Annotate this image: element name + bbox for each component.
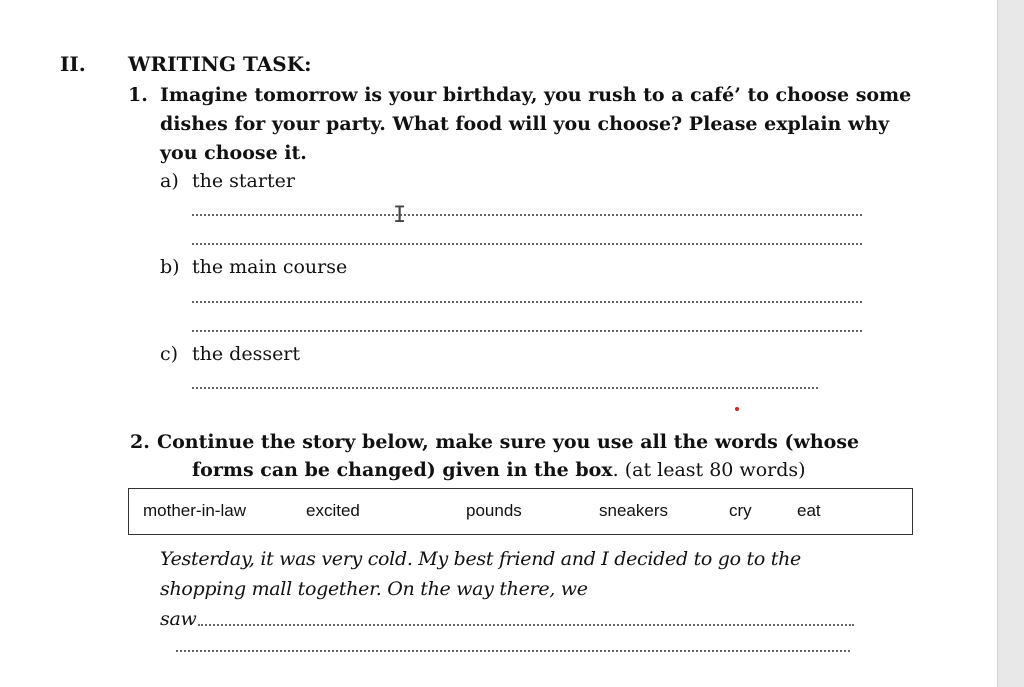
story-answer-line-2[interactable] — [176, 650, 850, 652]
task1-number: 1. — [128, 84, 148, 106]
answer-line-c1[interactable] — [192, 387, 818, 389]
word-excited: excited — [306, 501, 360, 520]
task2-prompt-line-2 — [192, 456, 806, 484]
task1-prompt-line-2: dishes for your party. What food will you choose? Please explain why — [160, 113, 890, 135]
story-line-3: saw — [160, 608, 197, 630]
item-a-label: the starter — [192, 170, 295, 192]
story-line-2: shopping mall together. On the way there, we — [160, 578, 588, 600]
answer-line-b2[interactable] — [192, 330, 862, 332]
item-c-marker: c) — [160, 343, 179, 365]
answer-line-a2[interactable] — [192, 243, 862, 245]
word-eat: eat — [797, 501, 821, 520]
section-title: WRITING TASK: — [128, 52, 312, 76]
word-mother-in-law: mother-in-law — [143, 501, 246, 520]
story-answer-line-1[interactable] — [198, 624, 854, 626]
story-text — [160, 544, 860, 634]
item-b-marker: b) — [160, 256, 180, 278]
red-dot-mark — [735, 407, 739, 411]
item-c-label: the dessert — [192, 343, 301, 365]
text-cursor-icon: I — [393, 203, 407, 228]
task1-prompt-line-1: Imagine tomorrow is your birthday, you rush to a café’ to choose some — [160, 84, 912, 106]
section-numeral: II. — [60, 52, 86, 76]
word-pounds: pounds — [466, 501, 522, 520]
word-sneakers: sneakers — [599, 501, 668, 520]
answer-line-a1[interactable] — [192, 214, 862, 216]
word-cry: cry — [729, 501, 752, 520]
task1-prompt-line-3: you choose it. — [160, 142, 307, 164]
item-b-label: the main course — [192, 256, 348, 278]
task2-number: 2. — [130, 431, 150, 453]
answer-line-b1[interactable] — [192, 301, 862, 303]
item-a-marker: a) — [160, 170, 179, 192]
task2-prompt-bold: forms can be changed) given in the box — [192, 459, 613, 481]
story-line-1: Yesterday, it was very cold. My best friend and I decided to go to the — [160, 548, 801, 570]
vertical-scrollbar[interactable] — [997, 0, 1024, 687]
word-box — [128, 488, 913, 535]
task2-prompt-line-1: Continue the story below, make sure you use all the words (whose — [157, 431, 860, 453]
task2-prompt-rest: . (at least 80 words) — [612, 459, 806, 481]
